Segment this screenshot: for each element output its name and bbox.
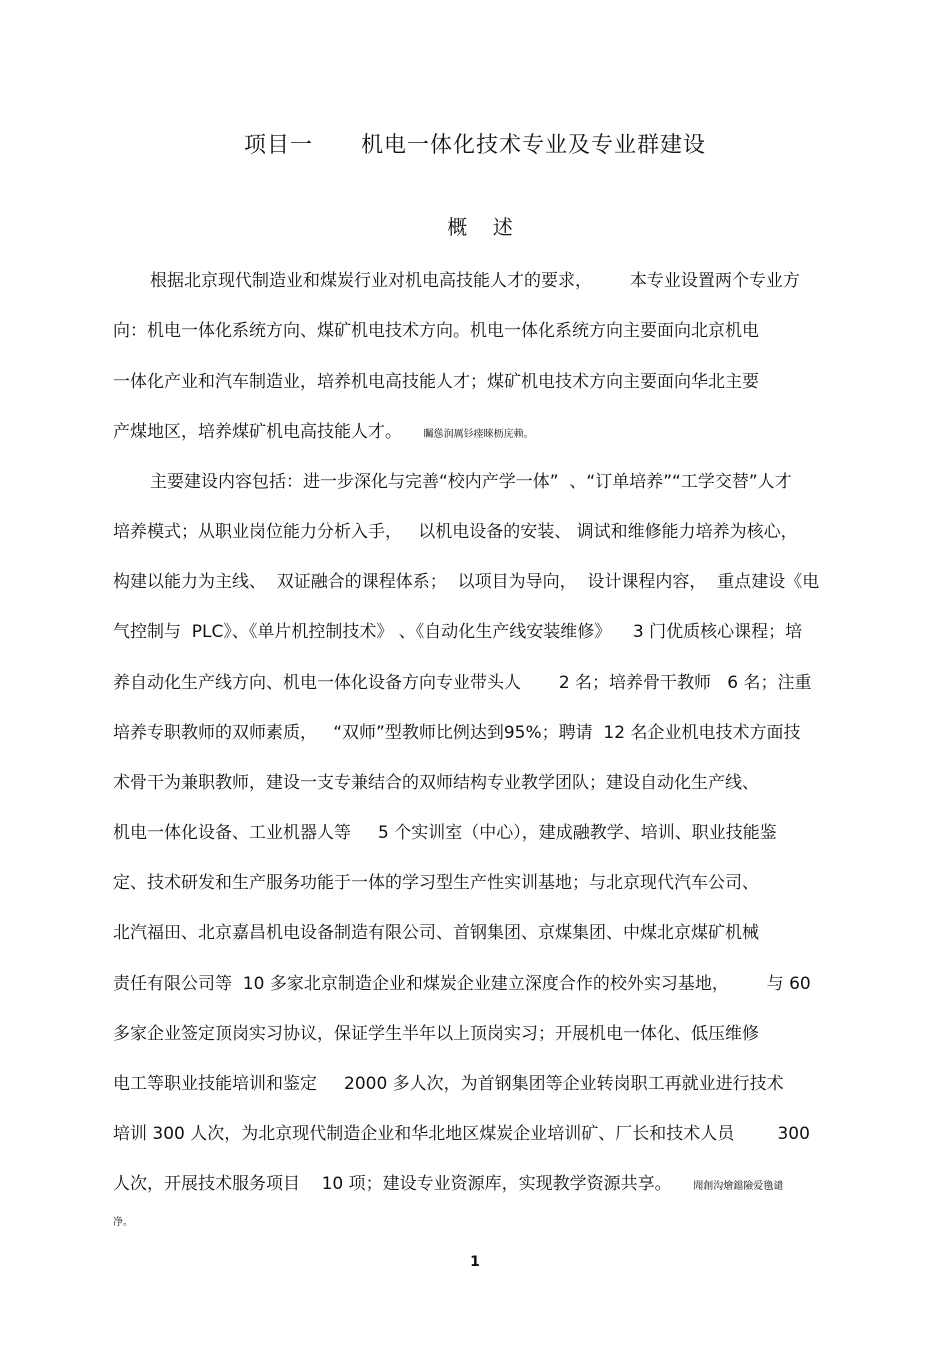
garbled-noise-text: 矚慫润厲钐瘗睞枥庑赖。 [423,429,534,440]
paragraph2-line-7: 术骨干为兼职教师，建设一支专兼结合的双师结构专业教学团队；建设自动化生产线、 [113,773,759,793]
paragraph1-line-4 [113,421,534,446]
paragraph2-line-1: 主要建设内容包括：进一步深化与完善“校内产学一体” 、“订单培养”“工学交替”人才 [150,472,792,492]
paragraph2-line-8: 机电一体化设备、工业机器人等 5 个实训室（中心），建成融教学、培训、职业技能鉴 [113,823,777,843]
paragraph2-line-11: 责任有限公司等 10 多家北京制造企业和煤炭企业建立深度合作的校外实习基地， 与 60 [113,974,811,994]
paragraph2-line-15-text: 人次，开展技术服务项目 10 项；建设专业资源库，实现教学资源共享。 [113,1174,672,1194]
paragraph2-line-5: 养自动化生产线方向、机电一体化设备方向专业带头人 2 名；培养骨干教师 6 名；注重 [113,673,812,693]
garbled-noise-text-2: 净。 [113,1217,133,1228]
garbled-noise-text: 聞創沟燴鐺險爱氇谴 [693,1181,784,1192]
paragraph2-line-12: 多家企业签定顶岗实习协议，保证学生半年以上顶岗实习；开展机电一体化、低压维修 [113,1024,759,1044]
paragraph1-line-2: 向：机电一体化系统方向、煤矿机电技术方向。机电一体化系统方向主要面向北京机电 [113,321,759,341]
paragraph2-line-14: 培训 300 人次，为北京现代制造企业和华北地区煤炭企业培训矿、厂长和技术人员 300 [113,1124,810,1144]
paragraph2-line-4: 气控制与 PLC》、《单片机控制技术》 、《自动化生产线安装维修》 3 门优质核心课程；培 [113,622,803,642]
paragraph1-line-3: 一体化产业和汽车制造业，培养机电高技能人才；煤矿机电技术方向主要面向华北主要 [113,372,759,392]
paragraph2-line-3: 构建以能力为主线、 双证融合的课程体系； 以项目为导向， 设计课程内容， 重点建设《电 [113,572,820,592]
paragraph1-line-1: 根据北京现代制造业和煤炭行业对机电高技能人才的要求， 本专业设置两个专业方 [150,271,800,291]
paragraph2-line-2: 培养模式；从职业岗位能力分析入手， 以机电设备的安装、 调试和维修能力培养为核心， [113,522,798,542]
paragraph2-line-10: 北汽福田、北京嘉昌机电设备制造有限公司、首钢集团、京煤集团、中煤北京煤矿机械 [113,923,759,943]
paragraph2-line-6: 培养专职教师的双师素质， “双师”型教师比例达到95%；聘请 12 名企业机电技术方面技 [113,723,801,743]
paragraph2-line-13: 电工等职业技能培训和鉴定 2000 多人次，为首钢集团等企业转岗职工再就业进行技术 [113,1074,784,1094]
paragraph1-line-4-text: 产煤地区，培养煤矿机电高技能人才。 [113,422,402,442]
section-heading: 概 述 [447,215,513,239]
page-title: 项目一 机电一体化技术专业及专业群建设 [244,133,706,158]
paragraph2-line-15 [113,1173,783,1198]
page-number: 1 [470,1254,480,1270]
paragraph2-line-9: 定、技术研发和生产服务功能于一体的学习型生产性实训基地；与北京现代汽车公司、 [113,873,759,893]
